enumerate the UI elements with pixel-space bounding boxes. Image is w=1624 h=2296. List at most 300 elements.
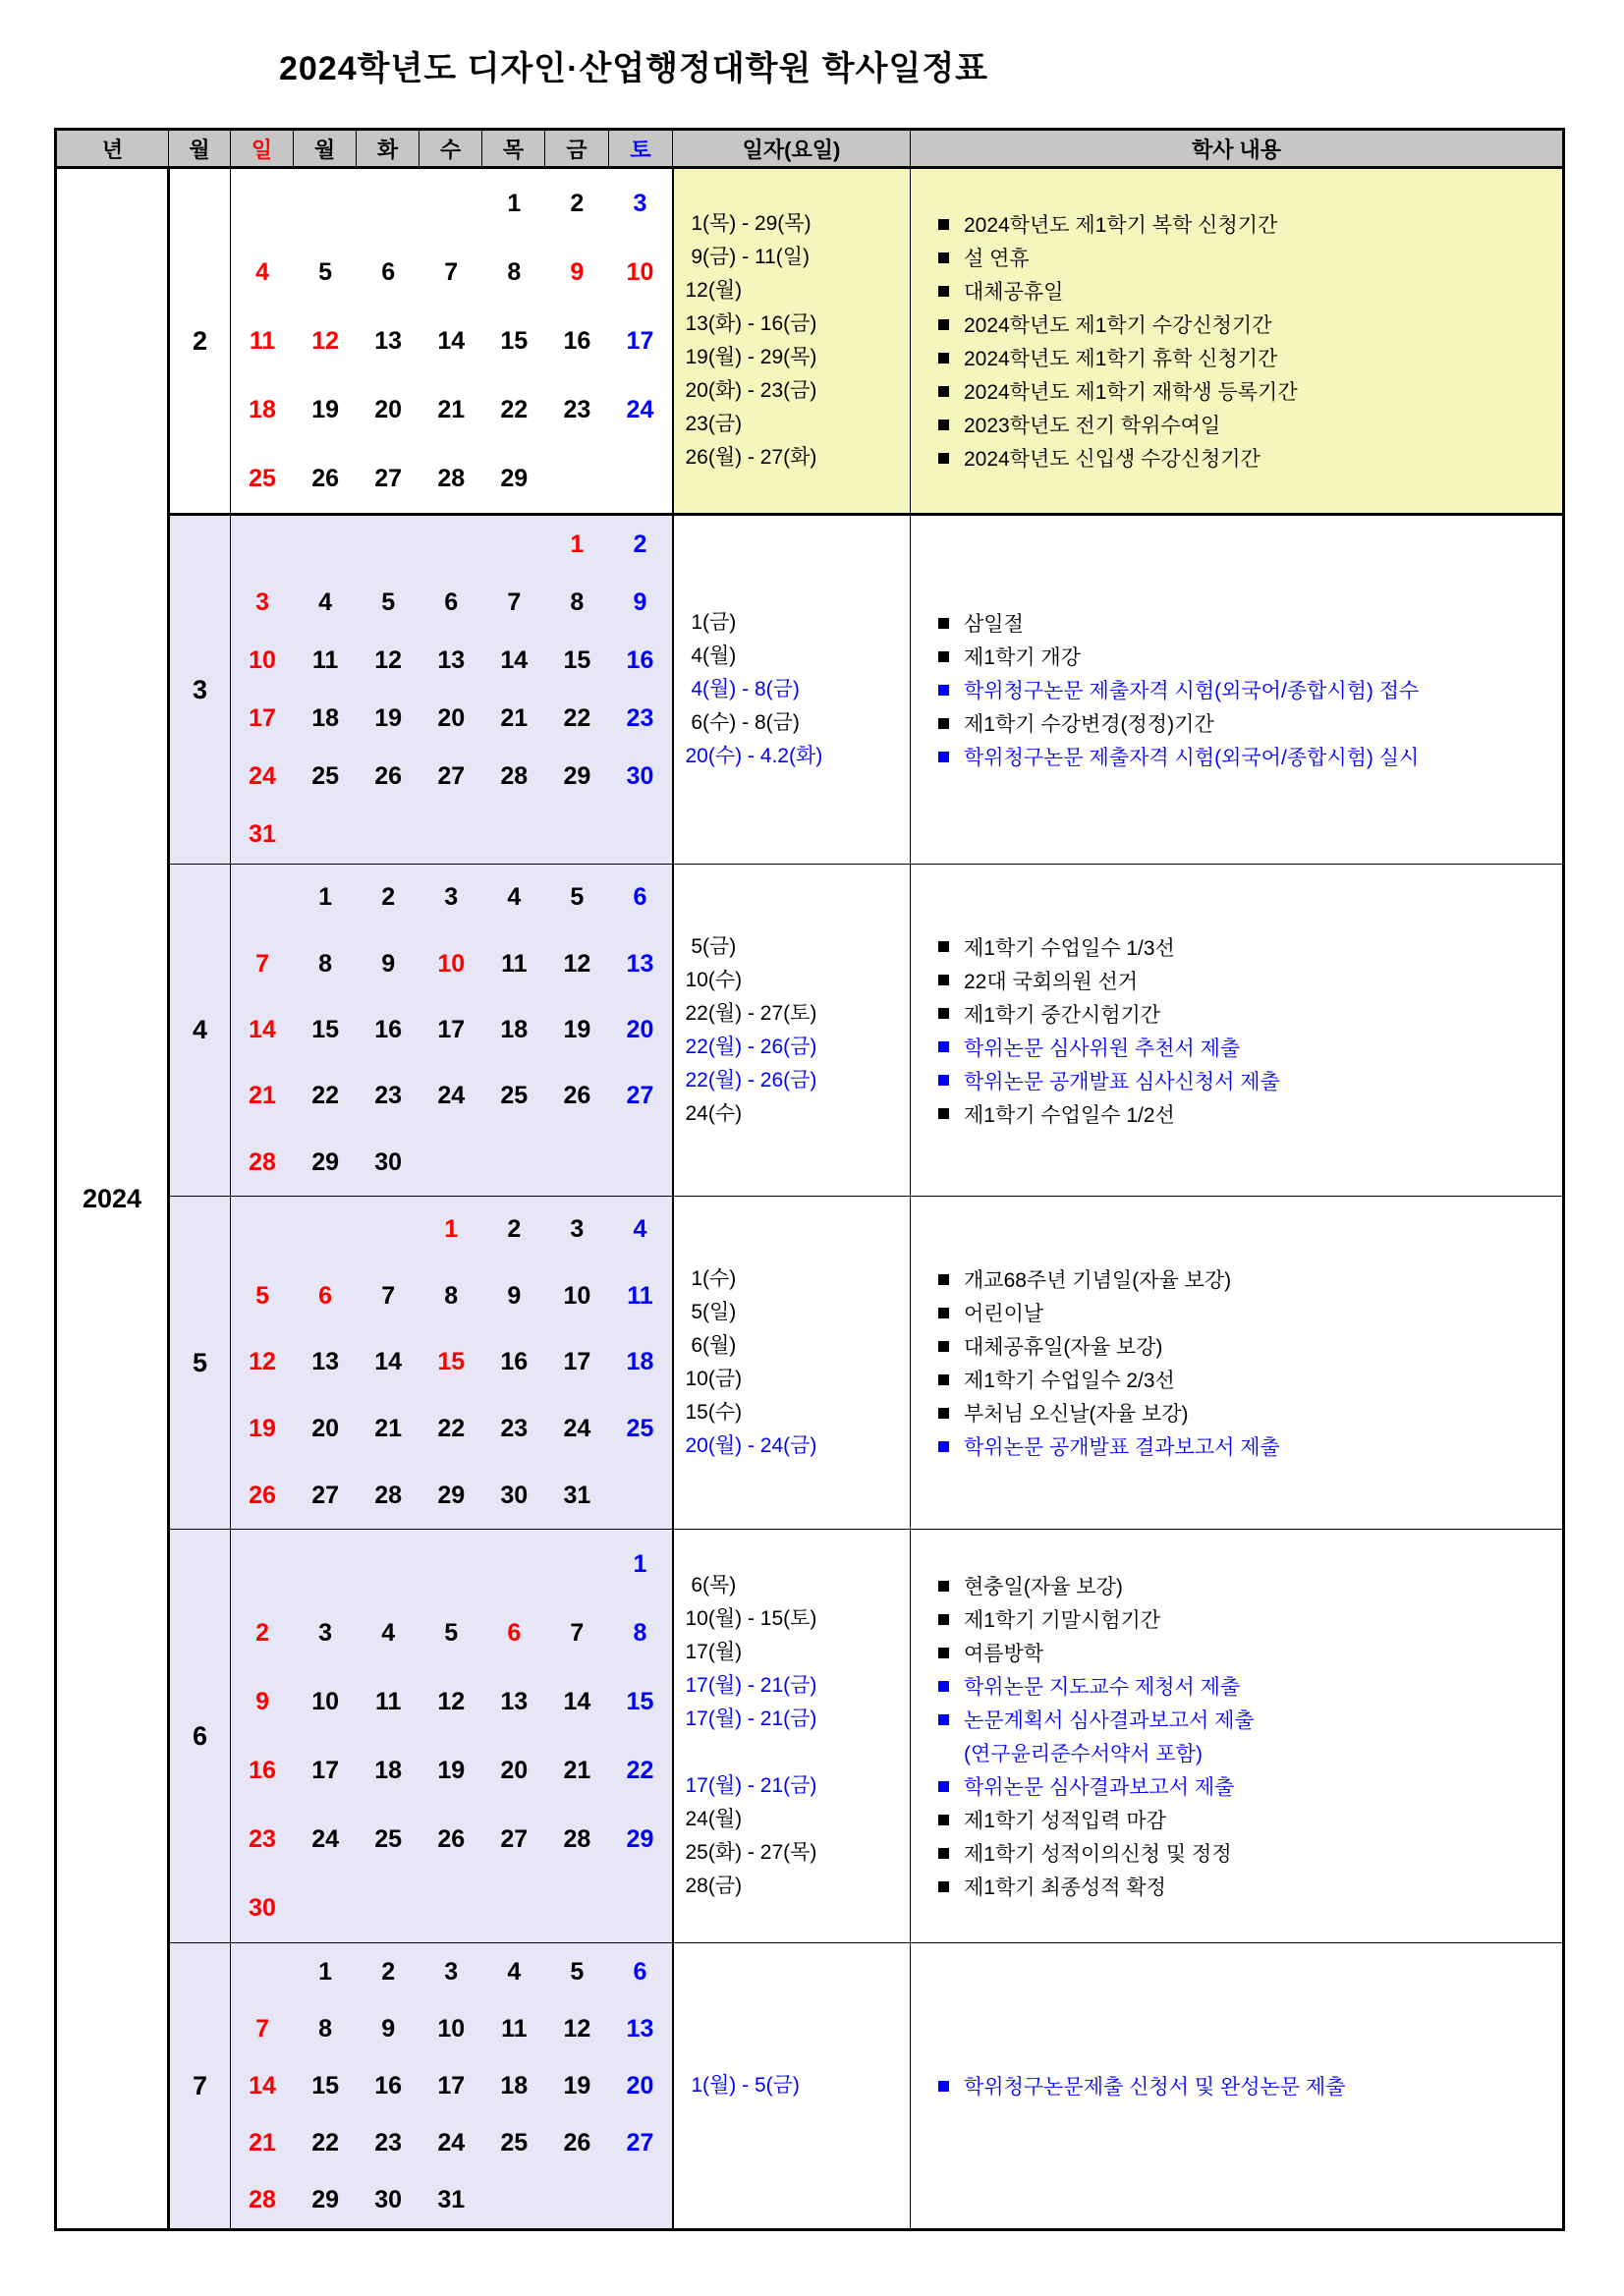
bullet-square-icon <box>938 1681 949 1692</box>
calendar-day: 24 <box>563 1415 591 1443</box>
calendar-day: 25 <box>374 1824 403 1853</box>
calendar-day: 7 <box>255 949 269 978</box>
calendar-day: 4 <box>318 588 333 616</box>
schedule-item <box>911 2069 1562 2102</box>
month-label: 2 <box>192 325 208 356</box>
calendar-empty <box>357 169 420 238</box>
calendar-empty <box>545 2171 608 2228</box>
month-label-cell <box>169 865 231 1197</box>
date-range: 26(월) - 27(화) <box>685 446 817 469</box>
calendar-day: 7 <box>381 1281 396 1310</box>
bullet-square-icon <box>938 1441 949 1452</box>
calendar-empty <box>608 806 671 864</box>
calendar-day: 16 <box>563 326 591 355</box>
calendar-day: 9 <box>507 1281 522 1310</box>
calendar-empty <box>420 169 482 238</box>
bullet-square-icon <box>938 1848 949 1859</box>
calendar-day: 2 <box>570 189 585 217</box>
calendar-day: 10 <box>437 949 466 978</box>
calendar-day: 6 <box>318 1281 333 1310</box>
calendar-day: 4 <box>633 1215 647 1244</box>
calendar-day: 22 <box>500 395 529 423</box>
calendar-day: 24 <box>626 395 654 423</box>
calendar-day: 5 <box>570 1957 585 1986</box>
calendar-day: 10 <box>626 257 654 286</box>
calendar-day: 21 <box>249 1082 276 1110</box>
date-stack <box>674 1530 911 1942</box>
calendar-day: 22 <box>311 1082 339 1110</box>
calendar-day: 19 <box>563 2071 591 2100</box>
bullet-square-icon <box>938 1341 949 1352</box>
calendar-day: 4 <box>255 257 269 286</box>
calendar-empty <box>294 1530 357 1598</box>
calendar-empty <box>294 169 357 238</box>
calendar-cell <box>231 515 673 865</box>
calendar-day: 8 <box>570 588 585 616</box>
calendar-day: 24 <box>437 2128 466 2156</box>
bullet-square-icon <box>938 975 949 985</box>
bullet-square-icon <box>938 1648 949 1658</box>
calendar-day: 18 <box>249 395 276 423</box>
header-day-wednesday: 수 <box>420 130 482 168</box>
calendar-day: 4 <box>507 883 522 912</box>
calendar-day: 27 <box>626 2128 654 2156</box>
calendar-day: 8 <box>507 257 522 286</box>
bullet-square-icon <box>938 1581 949 1592</box>
calendar-day: 9 <box>633 588 647 616</box>
date-range: 6(목) <box>685 1574 737 1596</box>
bullet-square-icon <box>938 219 949 230</box>
calendar-day: 12 <box>249 1348 276 1376</box>
calendar-day: 8 <box>318 2014 333 2043</box>
header-year: 년 <box>56 130 169 168</box>
calendar-day: 5 <box>381 588 396 616</box>
calendar-day: 15 <box>311 2071 339 2100</box>
calendar-empty <box>608 1130 671 1196</box>
schedule-item-text: 학위청구논문 제출자격 시험(외국어/종합시험) 실시 <box>964 747 1420 769</box>
calendar-day: 26 <box>563 2128 591 2156</box>
date-range: 28(금) <box>685 1875 743 1897</box>
calendar-grid <box>231 1943 672 2228</box>
calendar-day: 1 <box>507 189 522 217</box>
schedule-item <box>911 740 1562 773</box>
calendar-grid <box>231 169 672 513</box>
header-day-thursday: 목 <box>482 130 545 168</box>
calendar-day: 25 <box>500 2128 529 2156</box>
calendar-day: 29 <box>437 1481 466 1509</box>
calendar-empty <box>420 1874 482 1942</box>
calendar-day: 26 <box>374 762 403 790</box>
calendar-day: 25 <box>249 464 276 492</box>
calendar-day: 13 <box>500 1687 529 1715</box>
schedule-item-text: 삼일절 <box>964 613 1024 636</box>
calendar-day: 28 <box>249 1148 276 1176</box>
calendar-empty <box>420 516 482 574</box>
schedule-item <box>911 1602 1562 1636</box>
content-stack <box>911 1197 1562 1529</box>
calendar-day: 2 <box>507 1215 522 1244</box>
schedule-item <box>911 341 1562 374</box>
schedule-item <box>911 274 1562 308</box>
bullet-square-icon <box>938 420 949 430</box>
bullet-square-icon <box>938 618 949 629</box>
calendar-day: 19 <box>249 1415 276 1443</box>
schedule-item <box>911 241 1562 274</box>
calendar-day: 17 <box>311 1756 339 1784</box>
bullet-square-icon <box>938 1881 949 1892</box>
page-title: 2024학년도 디자인·산업행정대학원 학사일정표 <box>278 50 989 87</box>
date-column-cell <box>673 515 911 865</box>
schedule-item-continuation-text: (연구윤리준수서약서 포함) <box>964 1743 1203 1765</box>
calendar-day: 9 <box>570 257 585 286</box>
calendar-grid <box>231 865 672 1196</box>
calendar-day: 4 <box>507 1957 522 1986</box>
schedule-item-text: 어린이날 <box>964 1303 1044 1325</box>
calendar-day: 19 <box>374 704 403 732</box>
calendar-day: 28 <box>374 1481 403 1509</box>
calendar-day: 2 <box>381 883 396 912</box>
schedule-item-text: 22대 국회의원 선거 <box>964 970 1139 993</box>
month-row-3 <box>56 515 1564 865</box>
calendar-day: 27 <box>311 1481 339 1509</box>
calendar-day: 11 <box>627 1281 653 1310</box>
content-column-cell <box>911 1530 1564 1943</box>
calendar-day: 23 <box>374 2128 403 2156</box>
schedule-item <box>911 606 1562 640</box>
calendar-day: 13 <box>311 1348 339 1376</box>
calendar-day: 28 <box>249 2185 276 2213</box>
calendar-day: 11 <box>501 949 528 978</box>
bullet-square-icon <box>938 1008 949 1019</box>
calendar-empty <box>420 1130 482 1196</box>
calendar-day: 31 <box>437 2185 466 2213</box>
date-range: 12(월) <box>685 279 743 302</box>
calendar-day: 27 <box>437 762 466 790</box>
calendar-empty <box>357 806 420 864</box>
calendar-day: 16 <box>249 1756 276 1784</box>
calendar-day: 30 <box>500 1481 529 1509</box>
date-range: 1(수) <box>685 1267 737 1290</box>
month-label-cell <box>169 168 231 515</box>
calendar-cell <box>231 865 673 1197</box>
schedule-item-text: 제1학기 수업일수 1/3선 <box>964 936 1175 960</box>
calendar-day: 1 <box>633 1549 647 1578</box>
calendar-day: 20 <box>626 2071 654 2100</box>
calendar-day: 14 <box>374 1348 403 1376</box>
schedule-item <box>911 1569 1562 1602</box>
schedule-item-text: 대체공휴일 <box>964 281 1064 304</box>
calendar-day: 15 <box>437 1348 466 1376</box>
header-day-tuesday: 화 <box>357 130 420 168</box>
bullet-square-icon <box>938 319 949 330</box>
date-range: 4(월) - 8(금) <box>685 678 800 700</box>
schedule-item <box>911 930 1562 964</box>
schedule-item-text: 제1학기 성적이의신청 및 정정 <box>964 1843 1232 1866</box>
date-range: 23(금) <box>685 413 743 435</box>
date-range: 20(화) - 23(금) <box>685 379 817 402</box>
bullet-square-icon <box>938 2081 949 2092</box>
calendar-day: 14 <box>249 2071 276 2100</box>
date-range: 22(월) - 27(토) <box>685 1001 817 1025</box>
calendar-day: 10 <box>311 1687 339 1715</box>
calendar-day: 7 <box>507 588 522 616</box>
calendar-day: 23 <box>500 1415 529 1443</box>
schedule-item <box>911 441 1562 475</box>
date-range: 24(월) <box>685 1808 743 1830</box>
calendar-day: 11 <box>501 2014 528 2043</box>
calendar-day: 6 <box>444 588 459 616</box>
date-range: 10(월) - 15(토) <box>685 1607 817 1630</box>
calendar-empty <box>482 806 545 864</box>
schedule-item-text: 2024학년도 제1학기 휴학 신청기간 <box>964 348 1278 370</box>
calendar-day: 5 <box>255 1281 269 1310</box>
schedule-item-text: 개교68주년 기념일(자율 보강) <box>964 1269 1232 1292</box>
calendar-day: 1 <box>318 1957 333 1986</box>
calendar-day: 20 <box>374 395 403 423</box>
schedule-item <box>911 1031 1562 1064</box>
month-label: 3 <box>192 674 208 704</box>
date-range: 13(화) - 16(금) <box>685 312 817 335</box>
calendar-day: 18 <box>500 2071 529 2100</box>
calendar-day: 6 <box>507 1618 522 1647</box>
month-row-7 <box>56 1943 1564 2230</box>
calendar-day: 18 <box>311 704 339 732</box>
schedule-item-text: 제1학기 기말시험기간 <box>964 1609 1161 1632</box>
calendar-day: 16 <box>374 1015 403 1043</box>
calendar-day: 7 <box>570 1618 585 1647</box>
content-stack <box>911 865 1562 1196</box>
bullet-square-icon <box>938 651 949 662</box>
calendar-day: 21 <box>500 704 529 732</box>
header-month: 월 <box>169 130 231 168</box>
schedule-item <box>911 1363 1562 1396</box>
month-label: 4 <box>192 1015 208 1044</box>
calendar-empty <box>545 1530 608 1598</box>
bullet-square-icon <box>938 386 949 397</box>
calendar-day: 24 <box>249 762 276 790</box>
bullet-square-icon <box>938 252 949 263</box>
date-range: 17(월) - 21(금) <box>685 1674 817 1697</box>
schedule-item-text: 학위논문 심사위원 추천서 제출 <box>964 1036 1241 1060</box>
calendar-day: 5 <box>444 1618 459 1647</box>
bullet-square-icon <box>938 1308 949 1318</box>
calendar-day: 4 <box>381 1618 396 1647</box>
schedule-item-text: 제1학기 수강변경(정정)기간 <box>964 713 1214 736</box>
header-content-column: 학사 내용 <box>911 130 1564 168</box>
schedule-item <box>911 1703 1562 1736</box>
calendar-day: 5 <box>318 257 333 286</box>
schedule-item-text: 제1학기 수업일수 2/3선 <box>964 1370 1175 1392</box>
calendar-day: 13 <box>437 646 466 674</box>
calendar-day: 24 <box>437 1082 466 1110</box>
calendar-day: 29 <box>311 2185 339 2213</box>
calendar-day: 25 <box>500 1082 529 1110</box>
calendar-empty <box>357 516 420 574</box>
calendar-day: 1 <box>444 1215 459 1244</box>
calendar-day: 21 <box>374 1415 403 1443</box>
schedule-item-text: 2024학년도 제1학기 수강신청기간 <box>964 314 1272 337</box>
calendar-day: 15 <box>500 326 529 355</box>
bullet-square-icon <box>938 286 949 297</box>
bullet-square-icon <box>938 353 949 364</box>
schedule-item <box>911 640 1562 673</box>
calendar-empty <box>545 444 608 513</box>
schedule-item <box>911 997 1562 1031</box>
header-day-saturday: 토 <box>609 130 673 168</box>
month-label-cell <box>169 1530 231 1943</box>
schedule-item-text: 2024학년도 제1학기 재학생 등록기간 <box>964 381 1298 404</box>
calendar-day: 17 <box>626 326 654 355</box>
calendar-day: 29 <box>311 1148 339 1176</box>
calendar-day: 8 <box>633 1618 647 1647</box>
calendar-day: 23 <box>249 1824 276 1853</box>
schedule-item-text: 현충일(자율 보강) <box>964 1576 1123 1598</box>
calendar-empty <box>420 806 482 864</box>
date-stack <box>674 865 911 1196</box>
bullet-square-icon <box>938 1374 949 1385</box>
schedule-item <box>911 1064 1562 1097</box>
calendar-day: 16 <box>500 1348 529 1376</box>
schedule-item <box>911 1097 1562 1131</box>
calendar-day: 8 <box>444 1281 459 1310</box>
content-column-cell <box>911 865 1564 1197</box>
calendar-empty <box>357 1874 420 1942</box>
calendar-day: 11 <box>311 646 339 674</box>
schedule-item-text: 학위논문 심사결과보고서 제출 <box>964 1776 1235 1799</box>
date-range: 5(일) <box>685 1301 737 1323</box>
calendar-day: 22 <box>626 1756 654 1784</box>
bullet-square-icon <box>938 1714 949 1725</box>
calendar-grid <box>231 1197 672 1529</box>
calendar-day: 25 <box>311 762 339 790</box>
bullet-square-icon <box>938 718 949 729</box>
calendar-day: 2 <box>633 531 647 558</box>
calendar-day: 29 <box>626 1824 654 1853</box>
calendar-day: 17 <box>563 1348 591 1376</box>
schedule-item-text: 여름방학 <box>964 1643 1044 1665</box>
calendar-day: 22 <box>437 1415 466 1443</box>
date-range: 6(월) <box>685 1334 737 1357</box>
calendar-day: 17 <box>437 2071 466 2100</box>
schedule-item-text: 제1학기 중간시험기간 <box>964 1003 1161 1027</box>
calendar-day: 3 <box>444 883 459 912</box>
month-label: 5 <box>192 1347 208 1377</box>
calendar-cell <box>231 1197 673 1530</box>
calendar-day: 20 <box>311 1415 339 1443</box>
date-stack <box>674 169 911 513</box>
academic-schedule-table <box>54 128 1565 2231</box>
calendar-day: 29 <box>563 762 591 790</box>
calendar-day: 14 <box>563 1687 591 1715</box>
date-range: 22(월) - 26(금) <box>685 1035 817 1058</box>
date-range: 17(월) - 21(금) <box>685 1708 817 1730</box>
bullet-square-icon <box>938 1614 949 1625</box>
date-range: 19(월) - 29(목) <box>685 346 817 368</box>
schedule-item-text: 제1학기 최종성적 확정 <box>964 1876 1166 1899</box>
content-stack <box>911 169 1562 513</box>
date-range: 24(수) <box>685 1101 743 1125</box>
calendar-day: 26 <box>437 1824 466 1853</box>
month-label: 6 <box>192 1720 208 1751</box>
date-range: 25(화) - 27(목) <box>685 1841 817 1864</box>
calendar-day: 10 <box>437 2014 466 2043</box>
header-day-friday: 금 <box>545 130 609 168</box>
calendar-empty <box>482 2171 545 2228</box>
calendar-day: 2 <box>381 1957 396 1986</box>
calendar-empty <box>482 1874 545 1942</box>
calendar-day: 22 <box>311 2128 339 2156</box>
date-range: 10(금) <box>685 1368 743 1390</box>
schedule-item <box>911 1329 1562 1363</box>
calendar-day: 3 <box>255 588 269 616</box>
calendar-day: 26 <box>311 464 339 492</box>
date-column-cell <box>673 1530 911 1943</box>
month-row-5 <box>56 1197 1564 1530</box>
year-label: 2024 <box>82 1183 142 1213</box>
calendar-empty <box>231 1530 294 1598</box>
content-column-cell <box>911 1197 1564 1530</box>
date-range: 17(월) - 21(금) <box>685 1774 817 1797</box>
date-range: 1(목) - 29(목) <box>685 212 812 235</box>
calendar-empty <box>545 806 608 864</box>
bullet-square-icon <box>938 1041 949 1052</box>
calendar-empty <box>231 516 294 574</box>
calendar-day: 27 <box>626 1082 654 1110</box>
calendar-day: 12 <box>374 646 403 674</box>
calendar-day: 5 <box>570 883 585 912</box>
schedule-item <box>911 964 1562 997</box>
calendar-day: 26 <box>249 1481 276 1509</box>
calendar-day: 24 <box>311 1824 339 1853</box>
calendar-day: 31 <box>563 1481 591 1509</box>
calendar-empty <box>294 1874 357 1942</box>
header-date-column: 일자(요일) <box>673 130 911 168</box>
calendar-empty <box>608 1874 671 1942</box>
bullet-square-icon <box>938 1108 949 1119</box>
bullet-square-icon <box>938 941 949 952</box>
calendar-empty <box>357 1197 420 1263</box>
schedule-item <box>911 1296 1562 1329</box>
date-range: 9(금) - 11(일) <box>685 246 811 268</box>
bullet-square-icon <box>938 1075 949 1086</box>
calendar-day: 3 <box>633 189 647 217</box>
header-day-sunday: 일 <box>231 130 294 168</box>
calendar-day: 2 <box>255 1618 269 1647</box>
schedule-item-text: 제1학기 수업일수 1/2선 <box>964 1103 1175 1127</box>
content-stack <box>911 1943 1562 2228</box>
calendar-day: 18 <box>500 1015 529 1043</box>
schedule-item-text: 설 연휴 <box>964 248 1030 270</box>
calendar-day: 13 <box>626 949 654 978</box>
calendar-empty <box>294 806 357 864</box>
calendar-day: 17 <box>249 704 276 732</box>
calendar-day: 18 <box>626 1348 654 1376</box>
schedule-item <box>911 1429 1562 1463</box>
calendar-day: 14 <box>500 646 529 674</box>
calendar-day: 23 <box>374 1082 403 1110</box>
bullet-square-icon <box>938 752 949 762</box>
date-range: 15(수) <box>685 1401 743 1424</box>
calendar-day: 1 <box>318 883 333 912</box>
calendar-day: 30 <box>374 2185 403 2213</box>
calendar-day: 30 <box>374 1148 403 1176</box>
calendar-day: 19 <box>311 395 339 423</box>
calendar-empty <box>545 1874 608 1942</box>
calendar-cell <box>231 168 673 515</box>
calendar-day: 22 <box>563 704 591 732</box>
calendar-day: 12 <box>563 2014 591 2043</box>
bullet-square-icon <box>938 1408 949 1419</box>
